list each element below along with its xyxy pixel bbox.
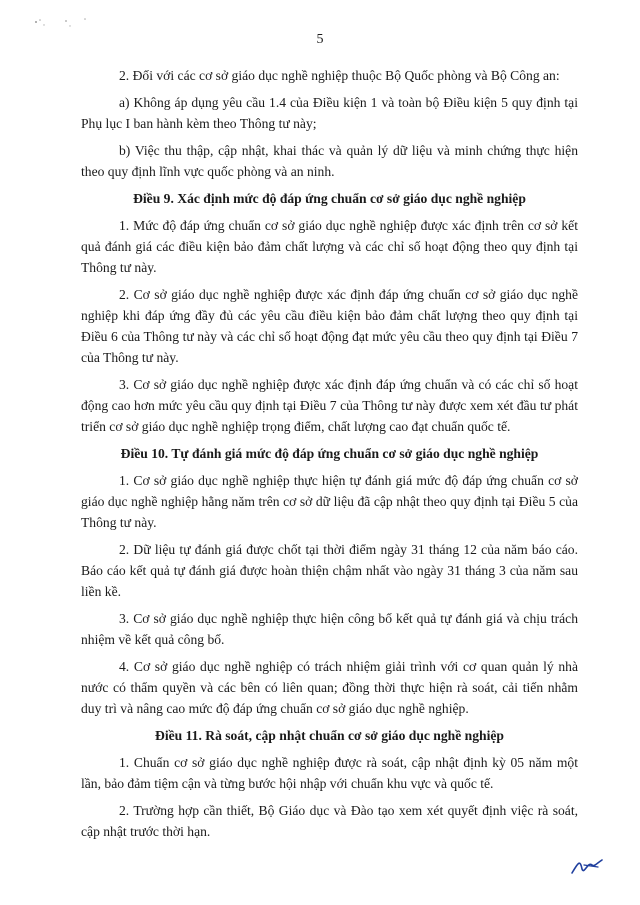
paragraph: 1. Chuẩn cơ sở giáo dục nghề nghiệp được rà soát, cập nhật định kỳ 05 năm một lần, bảo đảm tiệm cận và từng bước hội nhập với chuẩn khu vực và quốc tế. [81, 755, 578, 791]
initials-signature-icon [570, 855, 604, 877]
paragraph: 1. Cơ sở giáo dục nghề nghiệp thực hiện tự đánh giá mức độ đáp ứng chuẩn cơ sở giáo dục nghề nghiệp hằng năm trên cơ sở dữ liệu đã cập nhật theo quy định tại Điều 5 của Thông tư này. [81, 473, 578, 530]
paragraph: 4. Cơ sở giáo dục nghề nghiệp có trách nhiệm giải trình với cơ quan quản lý nhà nước có thẩm quyền và các bên có liên quan; đồng thời thực hiện rà soát, cải tiến nhằm duy trì và nâng cao mức độ đáp ứng chuẩn cơ sở giáo dục nghề nghiệp. [81, 659, 578, 716]
article-heading: Điều 9. Xác định mức độ đáp ứng chuẩn cơ sở giáo dục nghề nghiệp [133, 191, 526, 206]
paragraph: 1. Mức độ đáp ứng chuẩn cơ sở giáo dục nghề nghiệp được xác định trên cơ sở kết quả đánh giá các điều kiện bảo đảm chất lượng và các chỉ số hoạt động theo quy định tại Thông tư này. [81, 218, 578, 275]
paragraph: 3. Cơ sở giáo dục nghề nghiệp được xác định đáp ứng chuẩn và có các chỉ số hoạt động cao hơn mức yêu cầu quy định tại Điều 7 của Thông tư này được xem xét đầu tư phát triển cơ sở giáo dục nghề nghiệp trọng điểm, chất lượng cao đạt chuẩn quốc tế. [81, 377, 578, 434]
paragraph: b) Việc thu thập, cập nhật, khai thác và quản lý dữ liệu và minh chứng thực hiện theo quy định lĩnh vực quốc phòng và an ninh. [81, 143, 578, 179]
paragraph: 2. Đối với các cơ sở giáo dục nghề nghiệp thuộc Bộ Quốc phòng và Bộ Công an: [119, 68, 560, 83]
article-heading: Điều 11. Rà soát, cập nhật chuẩn cơ sở giáo dục nghề nghiệp [155, 728, 504, 743]
paragraph: 2. Dữ liệu tự đánh giá được chốt tại thời điểm ngày 31 tháng 12 của năm báo cáo. Báo cáo kết quả tự đánh giá được hoàn thiện chậm nhất vào ngày 31 tháng 3 của năm sau liền kề. [81, 542, 578, 599]
paragraph: 3. Cơ sở giáo dục nghề nghiệp thực hiện công bố kết quả tự đánh giá và chịu trách nhiệm về kết quả công bố. [81, 611, 578, 647]
paragraph: 2. Trường hợp cần thiết, Bộ Giáo dục và Đào tạo xem xét quyết định việc rà soát, cập nhật trước thời hạn. [81, 803, 578, 839]
document-body [81, 65, 578, 848]
paragraph: 2. Cơ sở giáo dục nghề nghiệp được xác định đáp ứng chuẩn cơ sở giáo dục nghề nghiệp khi đáp ứng đầy đủ các yêu cầu điều kiện bảo đảm chất lượng theo quy định tại Điều 6 của Thông tư này và các chỉ số hoạt động đạt mức yêu cầu theo quy định tại Điều 7 của Thông tư này. [81, 287, 578, 365]
page-number: 5 [316, 32, 324, 47]
paragraph: a) Không áp dụng yêu cầu 1.4 của Điều kiện 1 và toàn bộ Điều kiện 5 quy định tại Phụ lục I ban hành kèm theo Thông tư này; [81, 95, 578, 131]
article-heading: Điều 10. Tự đánh giá mức độ đáp ứng chuẩn cơ sở giáo dục nghề nghiệp [120, 446, 539, 461]
